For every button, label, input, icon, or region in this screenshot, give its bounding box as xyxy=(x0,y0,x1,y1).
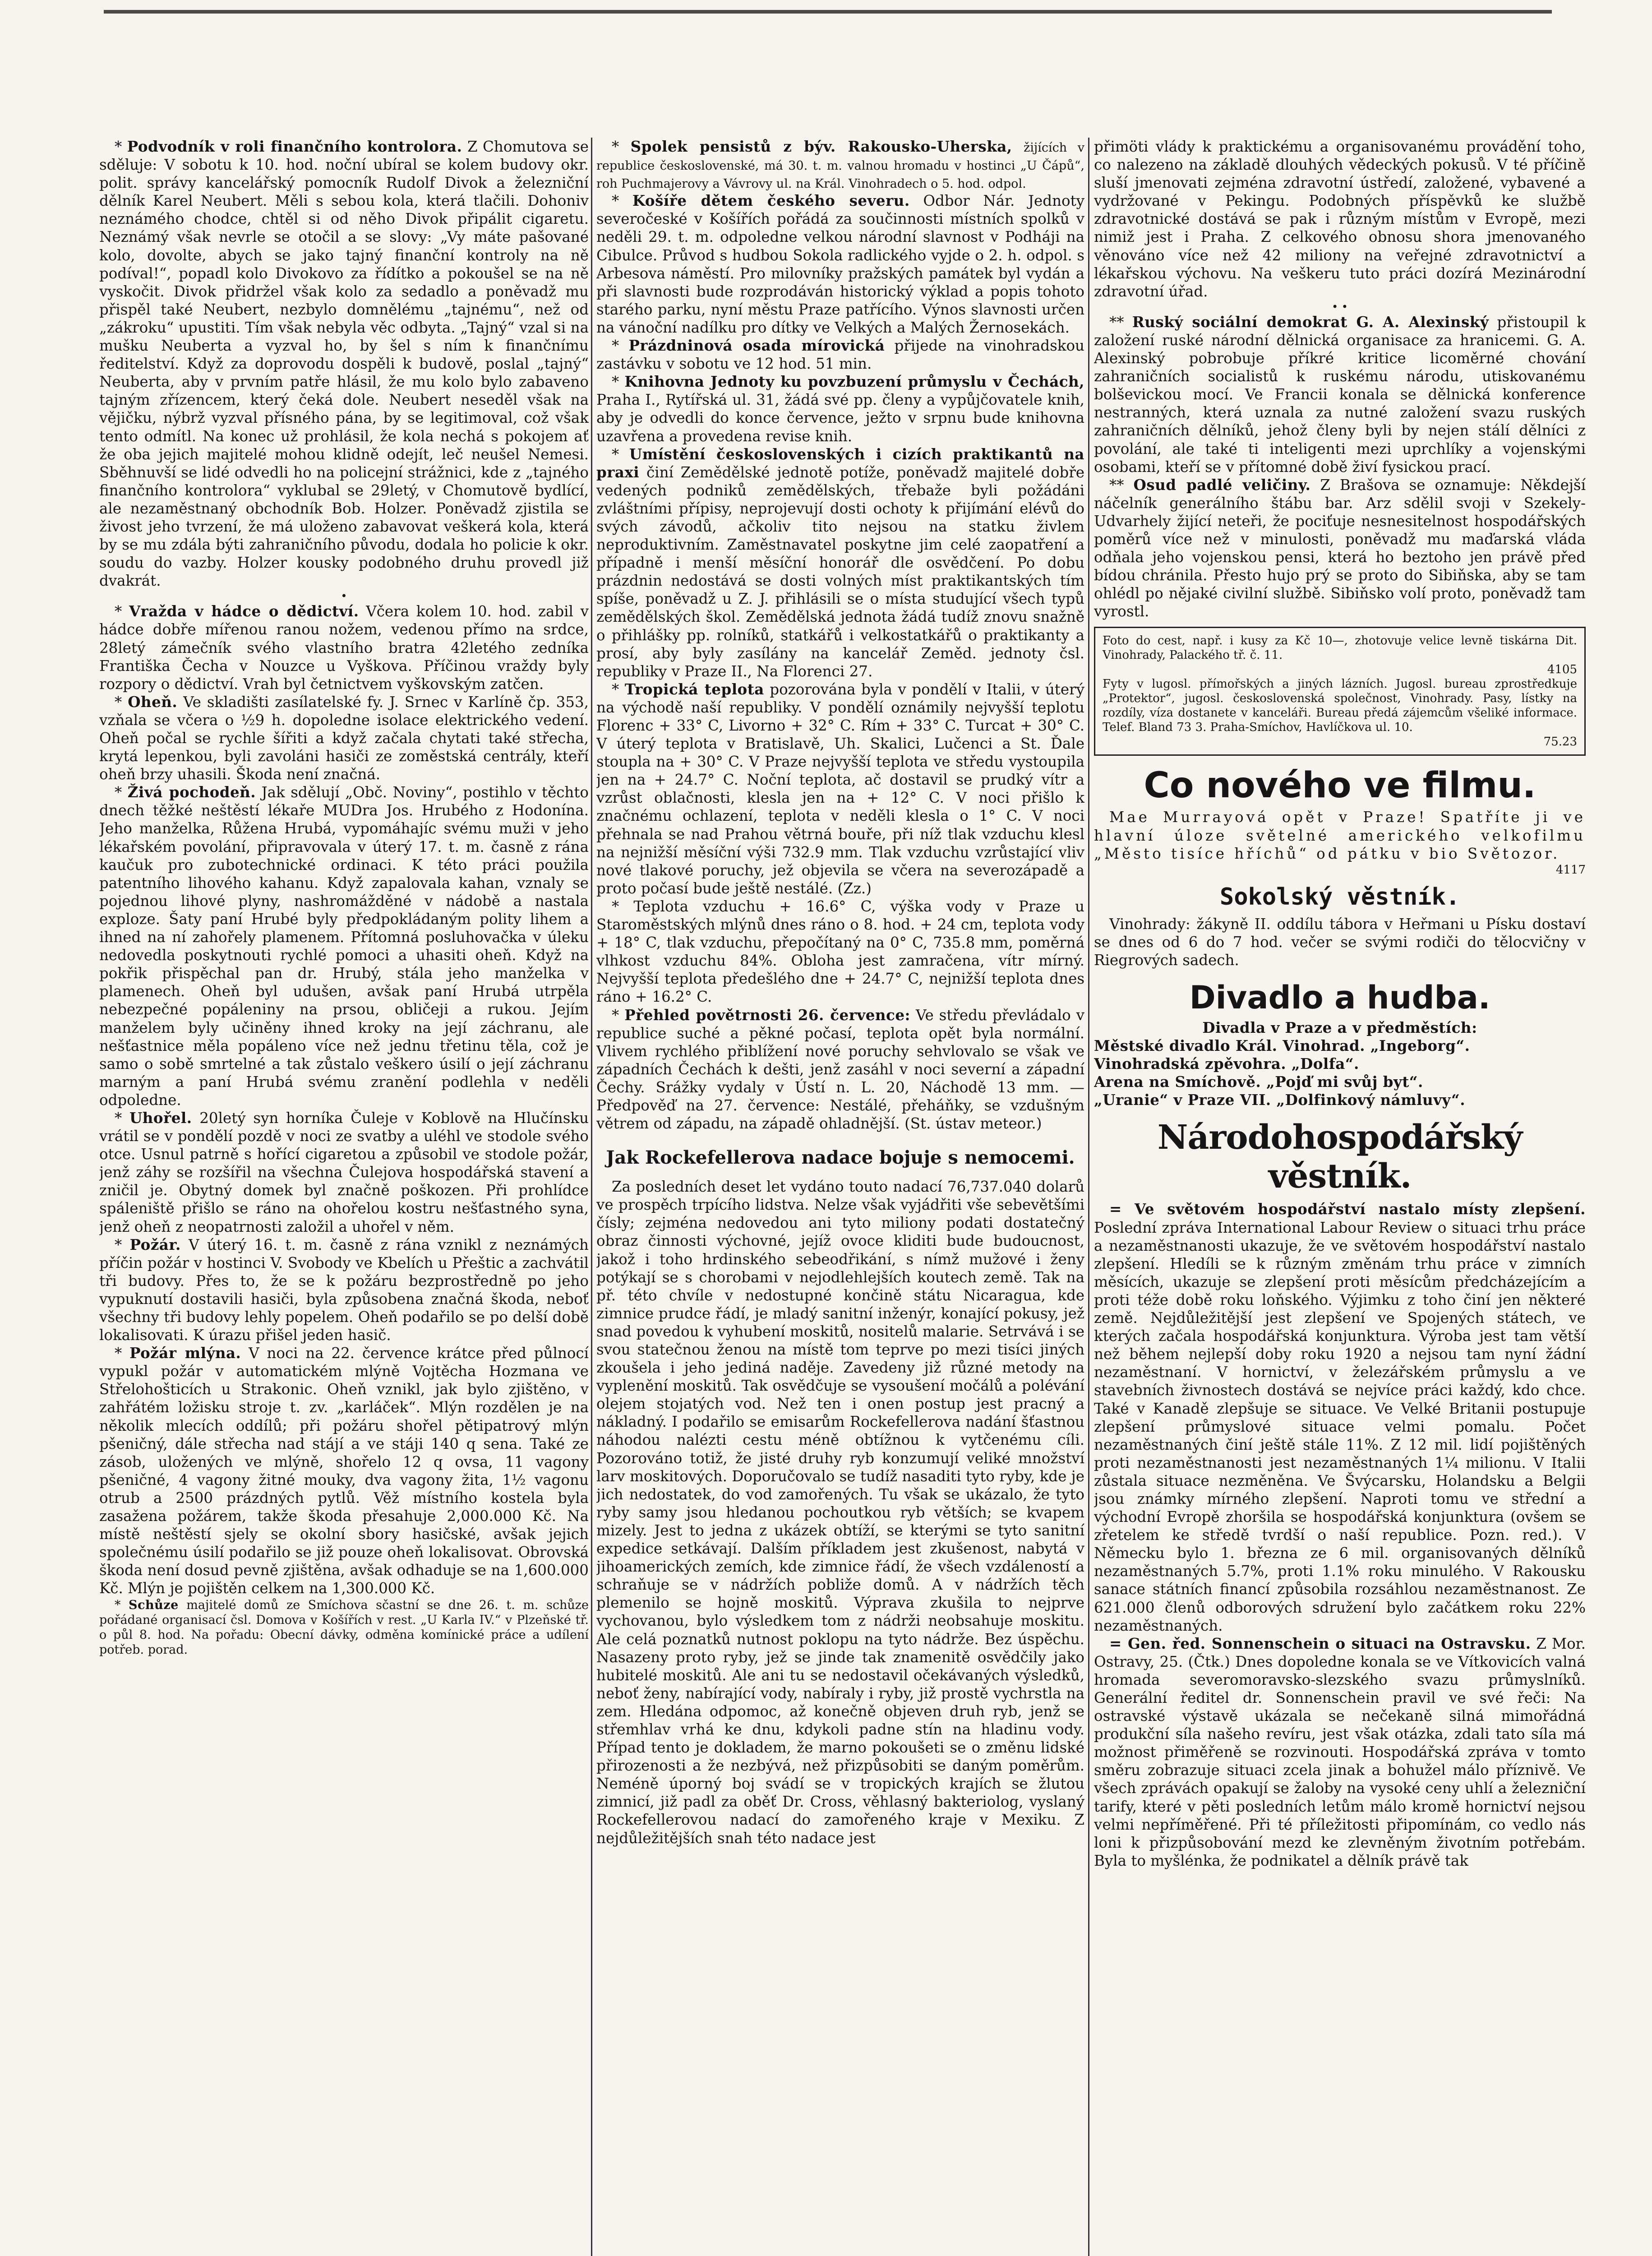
news-item: * Požár. V úterý 16. t. m. časně z rána vznikl z neznámých příčin požár v hostinci V. Svobody ve Kbelích u Přeštic a zachvátil tři budovy. Přes to, že se k požáru bezprostředně po jeho vypuknutí dostavili hasiči, byla způsobena značná škoda, neboť všechny tři budovy lehly popelem. Oheň podařilo se po delší době lokalisovati. K úrazu přišel jeden hasič. xyxy=(99,1235,589,1344)
ad-number: 4105 xyxy=(1547,663,1577,677)
news-item: * Podvodník v roli finančního kontrolora. Z Chomutova se sděluje: V sobotu k 10. hod. noční ubíral se kolem budovy okr. polit. správy kancelářský pomocník Rudolf Divok a železniční dělník Karel Neubert. Měli s sebou kola, která tlačili. Dohoniv neznámého chodce, chtěl si od něho Divok připálit cigaretu. Neznámý však nevrle se otočil a se slovy: „Vy máte pašované kolo, dovolte, abych se jako tajný finanční kontroly na ně podíval!“, popadl kolo Divokovo za řídítko a pokoušel se na ně vyskočit. Divok přidržel však kolo za sedadlo a poněvadž mu přispěl také Neubert, nezbylo domnělému „tajnému“, než od „zákroku“ upustiti. Tím však nebyla věc odbyta. „Tajný“ vzal si na mušku Neuberta a vyzval ho, by šel s ním k finančnímu ředitelství. Když za doprovodu dospěli k budově, poslal „tajný“ Neuberta, aby v prvním patře hlásil, že mu kolo bylo zabaveno tajným zřízencem, který čeká dole. Neubert neseděl však na vějičku, nýbrž vyzval přísného pána, by se legitimoval, což však tento odmítl. Na konec už prohlásil, že kola nechá s pokojem ať že oba jejich majitelé mohou klidně odejít, leč neušel Nemesi. Sběhnuvší se lidé odvedli ho na policejní strážnici, kde z „tajného finančního kontrolora“ vyklubal se 29letý, v Chomutově bydlící, ale nezaměstnaný obchodník Bob. Holzer. Poněvadž zjistila se živost jeho tvrzení, že má uloženo zabavovat veškerá kola, která by se mu zdála býti zahraničního původu, dodala ho policie k okr. soudu do vazby. Holzer kousky podobného druhu provedl již dvakrát. xyxy=(99,138,589,590)
theatre-subheading: Divadla v Praze a v předměstích: xyxy=(1202,1019,1477,1036)
section-heading-film: Co nového ve filmu. xyxy=(1144,765,1536,806)
news-item: * Umístění československých i cizích praktikantů na praxi činí Zemědělské jednotě potíže, poněvadž majitelé dobře vedených podniků zemědělských, třebaže byli požádáni zvláštními přípisy, neprojevují dosti ochoty k přijímání elévů do svých závodů, ačkoliv tito nejsou na statku živlem neproduktivním. Zaměstnavatel poskytne jim celé zaopatření a případně i menší měsíční honorář dle osvědčení. Po dobu prázdnin nedostává se dosti volných míst praktikantských tím spíše, poněvadž u Z. J. přihlásili se o místa studující všech typů zemědělských škol. Zemědělská jednota žádá tudíž znovu snažně o přihlášky pp. rolníků, statkářů i velkostatkářů o praktikanty a prosí, aby byly zasílány na kancelář Zeměd. jednoty čsl. republiky v Praze II., Na Florenci 27. xyxy=(596,445,1084,680)
news-item-heading: Živá pochodeň. xyxy=(127,783,256,801)
theatre-listing: Arena na Smíchově. „Pojď mi svůj byt“. xyxy=(1094,1073,1423,1091)
news-item: * Oheň. Ve skladišti zasílatelské fy. J. Srnec v Karlíně čp. 353, vzňala se včera o ½9 h. dopoledne isolace elektrického vedení. Oheň počal se rychle šířiti a když začala chytati také střecha, krytá lepenkou, byli zavoláni hasiči ze zoměstská centrály, kteří oheň brzy uhasili. Škoda není značná. xyxy=(99,693,589,783)
news-item: * Uhořel. 20letý syn horníka Čuleje v Koblově na Hlučínsku vrátil se v pondělí pozdě v noci ze svatby a uléhl ve stodole svého otce. Usnul patrně s hořící cigaretou a způsobil ve stodole požár, jenž záhy se rozšířil na všechna Čulejova hospodářská stavení a zničil je. Obytný domek byl značně poškozen. Při prohlídce spáleniště přišlo se ráno na ohořelou kostru nešťastného syna, jenž oheň z neopatrnosti založil a uhořel v něm. xyxy=(99,1109,589,1235)
column-divider-2 xyxy=(1088,138,1089,2256)
news-item-heading: Schůze xyxy=(129,1598,179,1612)
news-item-heading: Požár mlýna. xyxy=(129,1344,241,1362)
news-item-heading: Přehled povětrnosti 26. července: xyxy=(624,1006,910,1024)
economy-item-heading: = Ve světovém hospodářství nastalo místy zlepšení. xyxy=(1109,1200,1586,1218)
news-item-heading: Vražda v hádce o dědictví. xyxy=(129,602,359,620)
ad-number: 4117 xyxy=(1555,863,1586,877)
news-item-heading: Oheň. xyxy=(128,693,178,711)
news-item-heading: Požár. xyxy=(129,1235,181,1253)
news-item: * Přehled povětrnosti 26. července: Ve středu převládalo v republice suché a pěkné počasí, teplota opět byla normální. Vlivem rychlého přiblížení nové poruchy sehvlovalo se však ve západních Čechách k dešti, jenž zasáhl v noci severní a západní Čechy. Srážky vydaly v Ústí n. L. 20, Náchodě 13 mm. — Předpověď na 27. července: Nestálé, přeháňky, se vzdušným větrem od západu, na západě ohladnější. (St. ústav meteor.) xyxy=(596,1006,1084,1133)
ad-text: Foto do cest, např. i kusy za Kč 10—, zhotovuje velice levně tiskárna Dit. Vinohrady, Palackého tř. č. 11. xyxy=(1103,634,1577,662)
news-item-heading: Tropická teplota xyxy=(624,680,764,698)
news-item-body: činí Zemědělské jednotě potíže, poněvadž majitelé dobře vedených podniků zemědělských, třebaže byli požádáni zvláštními přípisy, neprojevují dosti ochoty k přijímání elévů do svých závodů, ačkoliv tito nejsou na statku živlem neproduktivním. Zaměstnavatel poskytne jim celé zaopatření a případně i menší měsíční honorář dle osvědčení. Po dobu prázdnin nedostává se dosti volných míst praktikantských tím spíše, poněvadž u Z. J. přihlásili se o místa studující všech typů zemědělských škol. Zemědělská jednota žádá tudíž znovu snažně o přihlášky pp. rolníků, statkářů i velkostatkářů o praktikanty a prosí, aby byly zasílány na kancelář Zeměd. jednoty čsl. republiky v Praze II., Na Florenci 27. xyxy=(596,463,1084,680)
separator: • xyxy=(341,590,347,603)
news-item: * Prázdninová osada mírovická přijede na vinohradskou zastávku v sobotu ve 12 hod. 51 min. xyxy=(596,337,1084,373)
news-item-body: majitelé domů ze Smíchova sčastní se dne 26. t. m. schůze pořádané organisací čsl. Domova v Košířích v rest. „U Karla IV.“ v Plzeňské tř. o půl 8. hod. Na pořadu: Obecní dávky, odměna komínické práce a udílení potřeb. porad. xyxy=(99,1598,589,1657)
news-item-heading: Osud padlé veličiny. xyxy=(1133,476,1311,494)
news-item-body: Ve skladišti zasílatelské fy. J. Srnec v Karlíně čp. 353, vzňala se včera o ½9 h. dopoledne isolace elektrického vedení. Oheň počal se rychle šířiti a když začala chytati také střecha, krytá lepenkou, byli zavoláni hasiči ze zoměstská centrály, kteří oheň brzy uhasili. Škoda není značná. xyxy=(99,693,589,783)
news-item: ** Ruský sociální demokrat G. A. Alexinský přistoupil k založení ruské národní dělnická organisace za hranicemi. G. A. Alexinský pobrobuje příkré kritice licoměrné chování zahraničních socialistů k ruskému národu, utiskovanému bolševickou mocí. Ve Francii konala se dělnická konference nestranných, která uznala za nutné založení svazu ruských zahraničních dělníků, jehož členy byli by nejen stálí dělníci z povolání, ale také ti inteligenti mezi uprchlíky a vojenskými osobami, kteří se v přítomné době živí fysickou prací. xyxy=(1094,313,1586,476)
news-item-body: přijede na vinohradskou zastávku v sobotu ve 12 hod. 51 min. xyxy=(596,337,1084,373)
news-item-body: Ve středu převládalo v republice suché a pěkné počasí, teplota opět byla normální. Vlivem rychlého přiblížení nové poruchy sehvlovalo se však ve západních Čechách k dešti, jenž zasáhl v noci severní a západní Čechy. Srážky vydaly v Ústí n. L. 20, Náchodě 13 mm. — Předpověď na 27. července: Nestálé, přeháňky, se vzdušným větrem od západu, na západě ohladnější. (St. ústav meteor.) xyxy=(596,1006,1084,1133)
news-item-body: Jak sdělují „Obč. Noviny“, postihlo v těchto dnech těžké neštěstí lékaře MUDra Jos. Hrubého z Hodonína. Jeho manželka, Růžena Hrubá, vypomáhajíc svému muži v jeho lékařském povolání, připravovala v úterý 17. t. m. časně z rána kaučuk pro zubotechnické ordinaci. K této práci použila patentního lihového kahanu. Když zapalovala kahan, vznaly se pojednou lihové plyny, nashromážděné v nádobě a nastala exploze. Šaty paní Hrubé byly předpokládaným polity lihem a ihned na ní zahořely plamenem. Přítomná posluhovačka v úleku nedovedla poskytnouti rychlé pomoci a uhasiti oheň. Když na pokřik přispěchal pan dr. Hrubý, stála jeho manželka v plamenech. Oheň byl udušen, avšak paní Hrubá utrpěla nebezpečné popáleniny na prsou, obličeji a rukou. Jejím manželem byly učiněny ihned kroky na její záchranu, ale nešťastnice měla popáleno více než jednu třetinu těla, což je samo o sobě smrtelné a tak zůstalo veškero úsilí o její záchranu marným a paní Hrubá svému zranění podlehla v neděli odpoledne. xyxy=(99,784,589,1109)
column-3 xyxy=(1094,138,1586,2256)
news-item-heading: Knihovna Jednoty ku povzbuzení průmyslu v Čechách, xyxy=(624,373,1084,391)
news-item-body: V noci na 22. července krátce před půlnocí vypukl požár v automatickém mlýně Vojtěcha Hozmana ve Střelohošticích u Strakonic. Oheň vznikl, jak bylo zjištěno, v zahřátém ložisku stroje t. zv. „karláček“. Mlýn rozdělen je na několik mlecích oddílů; při požáru shořel pětipatrový mlýn pšeničný, dále střecha nad stájí a ve stáji 140 q sena. Také ze zásob, uložených ve mlýně, shořelo 12 q ovsa, 11 vagony pšeničné, 4 vagony žitné mouky, dva vagony žita, 1½ vagonu otrub a 2500 prázdných pytlů. Věž místního kostela byla zasažena požárem, takže škoda přesahuje 2,000.000 Kč. Na místě neštěstí sjely se okolní sbory hasičské, avšak jejich společnému úsilí podařilo se již pouze oheň lokalisovat. Obrovská škoda není dosud pevně zjištěna, avšak odhaduje se na 1,600.000 Kč. Mlýn je pojištěn celkem na 1,300.000 Kč. xyxy=(99,1345,589,1597)
section-heading-sokol: Sokolský věstník. xyxy=(1219,883,1460,911)
news-item: * Požár mlýna. V noci na 22. července krátce před půlnocí vypukl požár v automatickém mlýně Vojtěcha Hozmana ve Střelohošticích u Strakonic. Oheň vznikl, jak bylo zjištěno, v zahřátém ložisku stroje t. zv. „karláček“. Mlýn rozdělen je na několik mlecích oddílů; při požáru shořel pětipatrový mlýn pšeničný, dále střecha nad stájí a ve stáji 140 q sena. Také ze zásob, uložených ve mlýně, shořelo 12 q ovsa, 11 vagony pšeničné, 4 vagony žitné mouky, dva vagony žita, 1½ vagonu otrub a 2500 prázdných pytlů. Věž místního kostela byla zasažena požárem, takže škoda přesahuje 2,000.000 Kč. Na místě neštěstí sjely se okolní sbory hasičské, avšak jejich společnému úsilí podařilo se již pouze oheň lokalisovat. Obrovská škoda není dosud pevně zjištěna, avšak odhaduje se na 1,600.000 Kč. Mlýn je pojištěn celkem na 1,300.000 Kč. xyxy=(99,1344,589,1597)
news-item-body: Z Chomutova se sděluje: V sobotu k 10. hod. noční ubíral se kolem budovy okr. polit. správy kancelářský pomocník Rudolf Divok a železniční dělník Karel Neubert. Měli s sebou kola, která tlačili. Dohoniv neznámého chodce, chtěl si od něho Divok připálit cigaretu. Neznámý však nevrle se otočil a se slovy: „Vy máte pašované kolo, dovolte, abych se jako tajný finanční kontroly na ně podíval!“, popadl kolo Divokovo za řídítko a pokoušel se na ně vyskočit. Divok přidržel však kolo za sedadlo a poněvadž mu přispěl také Neubert, nezbylo domnělému „tajnému“, než od „zákroku“ upustiti. Tím však nebyla věc odbyta. „Tajný“ vzal si na mušku Neuberta a vyzval ho, by šel s ním k finančnímu ředitelství. Když za doprovodu dospěli k budově, poslal „tajný“ Neuberta, aby v prvním patře hlásil, že mu kolo bylo zabaveno tajným zřízencem, který čeká dole. Neubert neseděl však na vějičku, nýbrž vyzval přísného pána, by se legitimoval, což však tento odmítl. Na konec už prohlásil, že kola nechá s pokojem ať že oba jejich majitelé mohou klidně odejít, leč neušel Nemesi. Sběhnuvší se lidé odvedli ho na policejní strážnici, kde z „tajného finančního kontrolora“ vyklubal se 29letý, v Chomutově bydlící, ale nezaměstnaný obchodník Bob. Holzer. Poněvadž zjistila se živost jeho tvrzení, že má uloženo zabavovat veškerá kola, která by se mu zdála býti zahraničního původu, dodala ho policie k okr. soudu do vazby. Holzer kousky podobného druhu provedl již dvakrát. xyxy=(99,138,589,590)
news-item-body: V úterý 16. t. m. časně z rána vznikl z neznámých příčin požár v hostinci V. Svobody ve Kbelích u Přeštic a zachvátil tři budovy. Přes to, že se k požáru bezprostředně po jeho vypuknutí dostavili hasiči, byla způsobena značná škoda, neboť všechny tři budovy lehly popelem. Oheň podařilo se po delší době lokalisovati. K úrazu přišel jeden hasič. xyxy=(99,1236,589,1344)
news-item-body: Teplota vzduchu + 16.6° C, výška vody v Praze u Staroměstských mlýnů dnes ráno o 8. hod. + 24 cm, teplota vody + 18° C, tlak vzduchu, přepočítaný na 0° C, 735.8 mm, poměrná vlhkost vzduchu 84%. Obloha jest zamračena, vítr mírný. Nejvyšší teplota předešlého dne + 24.7° C, nejnižší teplota dnes ráno + 16.2° C. xyxy=(596,897,1084,1006)
sokol-notice: Vinohrady: žákyně II. oddílu tábora v Heřmani u Písku dostaví se dnes od 6 do 7 hod. večer se svými rodiči do tělocvičny v Riegrových sadech. xyxy=(1094,915,1586,969)
economy-item xyxy=(1094,1635,1586,1870)
news-item: * Živá pochodeň. Jak sdělují „Obč. Noviny“, postihlo v těchto dnech těžké neštěstí lékaře MUDra Jos. Hrubého z Hodonína. Jeho manželka, Růžena Hrubá, vypomáhajíc svému muži v jeho lékařském povolání, připravovala v úterý 17. t. m. časně z rána kaučuk pro zubotechnické ordinaci. K této práci použila patentního lihového kahanu. Když zapalovala kahan, vznaly se pojednou lihové plyny, nashromážděné v nádobě a nastala exploze. Šaty paní Hrubé byly předpokládaným polity lihem a ihned na ní zahořely plamenem. Přítomná posluhovačka v úleku nedovedla poskytnouti rychlé pomoci a uhasiti oheň. Když na pokřik přispěchal pan dr. Hrubý, stála jeho manželka v plamenech. Oheň byl udušen, avšak paní Hrubá utrpěla nebezpečné popáleniny na prsou, obličeji a rukou. Jejím manželem byly učiněny ihned kroky na její záchranu, ale nešťastnice měla popáleno více než jednu třetinu těla, což je samo o sobě smrtelné a tak zůstalo veškero úsilí o její záchranu marným a paní Hrubá svému zranění podlehla v neděli odpoledne. xyxy=(99,783,589,1109)
article-continuation: přimöti vlády k praktickému a organisovanému provádění toho, co nalezeno na základě dlouhých vědeckých pokusů. V té příčině sluší jmenovati zejména zdravotní ústředí, založené, vybavené a vydržované v Pekingu. Podobných příspěvků ke službě zdravotnické dostává se pak i různým místům v Evropě, mezi nimiž jest i Praha. Z celkového obnosu shora jmenovaného věnováno více než 42 miliony na veřejné zdravotnictví a lékařskou výchovu. Na veškeru tuto práci dozírá Mezinárodní zdravotní úřad. xyxy=(1094,138,1586,300)
news-item-body: Z Brašova se oznamuje: Někdejší náčelník generálního štábu bar. Arz sdělil svoji v Szekely-Udvarhely žijící neteři, že pociťuje nesnesitelnost hospodářských poměrů více než v minulosti, poněvadž mu maďarská vláda odňala jeho vojenskou pensi, která ho beztoho jen právě před bídou chránila. Přesto hujo prý se proto do Sibiňska, aby se tam ohlédl po nějaké civilní službě. Sibiňsko volí proto, poněvadž tam vyrostl. xyxy=(1094,476,1586,620)
news-item-body: přistoupil k založení ruské národní dělnická organisace za hranicemi. G. A. Alexinský pobrobuje příkré kritice licoměrné chování zahraničních socialistů k ruskému národu, utiskovanému bolševickou mocí. Ve Francii konala se dělnická konference nestranných, která uznala za nutné založení svazu ruských zahraničních dělníků, jehož členy byli by nejen stálí dělníci z povolání, ale také ti inteligenti mezi uprchlíky a vojenskými osobami, kteří se v přítomné době živí fysickou prací. xyxy=(1094,313,1586,476)
news-item: * Schůze majitelé domů ze Smíchova sčastní se dne 26. t. m. schůze pořádané organisací čsl. Domova v Košířích v rest. „U Karla IV.“ v Plzeňské tř. o půl 8. hod. Na pořadu: Obecní dávky, odměna komínické práce a udílení potřeb. porad. xyxy=(99,1598,589,1657)
news-item-heading: Uhořel. xyxy=(129,1109,192,1127)
news-item-heading: Prázdninová osada mírovická xyxy=(628,337,885,355)
section-heading-theatre: Divadlo a hudba. xyxy=(1189,979,1490,1016)
section-heading-economy: Národohospodářský věstník. xyxy=(1157,1118,1523,1196)
news-item-heading: Spolek pensistů z býv. Rakousko-Uherska, xyxy=(630,138,1012,155)
news-item-body: Odbor Nár. Jednoty severočeské v Košířích pořádá za součinnosti místních spolků v neděli 29. t. m. odpoledne velkou národní slavnost v Podháji na Cibulce. Průvod s hudbou Sokola radlického vyjde o 2. h. odpol. s Arbesova náměstí. Pro milovníky pražských památek byl vydán a při slavnosti bude rozprodáván historický výklad a popis tohoto starého parku, nyní městu Praze patřícího. Výnos slavnosti určen na vánoční nadílku pro dítky ve Velkých a Malých Žernosekách. xyxy=(596,192,1084,336)
news-item-body: pozorována byla v pondělí v Italii, v úterý na východě naší republiky. V pondělí oznámily nejvyšší teplotu Florenc + 33° C, Livorno + 32° C. Rím + 33° C. Turcat + 30° C. V úterý teplota v Bratislavě, Uh. Skalici, Lučenci a St. Ďale stoupla na + 30° C. V Praze nejvyšší teplota ve středu vystoupila jen na + 24.7° C. Noční teplota, ač dostavil se prudký vítr a vzrůst oblačnosti, klesla jen na + 12° C. V noci přišlo k značnému ochlazení, teplota v neděli klesla o 1° C. V noci přehnala se nad Prahou větrná bouře, při níž tlak vzduchu klesl na nejnižší měsíční výši 732.9 mm. Tlak vzduchu vzrůstající vliv nové tlakové poruchy, jež objevila se včera na severozápadě a proto počasí bude ještě nestálé. (Zz.) xyxy=(596,680,1084,897)
economy-item-heading: = Gen. řed. Sonnenschein o situaci na Ostravsku. xyxy=(1109,1634,1531,1652)
article-body: Za posledních deset let vydáno touto nadací 76,737.040 dolarů ve prospěch trpícího lidstva. Nelze však vyjádřiti vše sebevětšími čísly; zejména nedovedou ani tyto miliony podati dostatečný obraz činnosti výchovné, jejíž ovoce kliditi bude budoucnost, jakož i toho hrdinského sebeodřikání, s nímž mužové i ženy potýkají se s chorobami v nejodlehlejších koutech země. Tak na př. této chvíle v nedostupné končině státu Nicaragua, kde zimnice prudce řádí, je mladý sanitní inženýr, konající pokusy, jež snad povedou k vyhubení moskitů, nositelů malarie. Setrvává i se svou statečnou ženou na místě tom teprve po mezi tisíci jiných zkoušela i jeho jediná naděje. Zavedeny již různé metody na vyplenění moskitů. Tak osvědčuje se vysoušení močálů a polévání olejem stojatých vod. Než ten i onen postup jest pracný a nákladný. I podařilo se emisarům Rockefellerova nadání šťastnou náhodou nalézti cestu méně obtížnou k vytčenému cíli. Pozorováno totiž, že jisté druhy ryb konzumují veliké množství larv moskitových. Doporučovalo se tudíž nasaditi tyto ryby, kde je jich nedostatek, do vod zamořených. Tu však se ukázalo, že tyto ryby samy jsou hledanou pochoutkou ryb větších; se kvapem mizely. Jest to jedna z ukázek obtíží, se kterými se tyto sanitní expedice setkávají. Dalším příkladem jest zkušenost, nabytá v jihoamerických zemích, kde zimnice řádí, že všech vzdáleností a schraňuje se v nádržích pobliže domů. A v nádržích těch plemenilo se hojně moskitů. Výprava zkušila to nejprve vychovanou, bylo výsledkem tom z nádrži neobsahuje moskitu. Ale celá poznatků nutnost poklopu na tyto nádrže. Bez úspěchu. Nasazeny proto ryby, jež se jinde tak znamenitě osvědčily jako hubitelé moskitů. Ale ani tu se nedostavil očekávaných výsledků, neboť ženy, nabírající vody, nabíraly i ryby, již prostě vychrstla na zem. Hledána odpomoc, až konečně objeven druh ryb, jenž se střemhlav vrhá ke dnu, kdykoli padne stín na hladinu vody. Případ tento je dokladem, že marno pokoušeti se o změnu lidské přirozenosti a že nezbývá, než přizpůsobiti se daným poměrům. Neméně úporný boj svádí se v tropických krajích se žlutou zimnicí, již padl za oběť Dr. Cross, věhlasný bakteriolog, vyslaný Rockefellerovou nadací do zamořeného kraje v Mexiku. Z nejdůležitějších snah této nadace jest xyxy=(596,1178,1084,1847)
news-item-body: Praha I., Rytířská ul. 31, žádá své pp. členy a vypůjčovatele knih, aby je odvedli do konce července, ježto v srpnu bude knihovna uzavřena a provedena revise knih. xyxy=(596,391,1084,445)
theatre-listing: „Uranie“ v Praze VII. „Dolfinkový námluvy“. xyxy=(1094,1091,1466,1109)
news-item: * Spolek pensistů z býv. Rakousko-Uherska, žijících v republice československé, má 30. t. m. valnou hromadu v hostinci „U Čápů“, roh Puchmajerovy a Vávrovy ul. na Král. Vinohradech o 5. hod. odpol. xyxy=(596,138,1084,191)
news-item: * Teplota vzduchu + 16.6° C, výška vody v Praze u Staroměstských mlýnů dnes ráno o 8. hod. + 24 cm, teplota vody + 18° C, tlak vzduchu, přepočítaný na 0° C, 735.8 mm, poměrná vlhkost vzduchu 84%. Obloha jest zamračena, vítr mírný. Nejvyšší teplota předešlého dne + 24.7° C, nejnižší teplota dnes ráno + 16.2° C. xyxy=(596,897,1084,1006)
economy-item xyxy=(1094,1200,1586,1634)
theatre-listing: Městské divadlo Král. Vinohrad. „Ingeborg“. xyxy=(1094,1037,1470,1055)
news-item-body: žijících v republice československé, má 30. t. m. valnou hromadu v hostinci „U Čápů“, roh Puchmajerovy a Vávrovy ul. na Král. Vinohradech o 5. hod. odpol. xyxy=(596,141,1084,191)
film-notice: Mae Murrayová opět v Praze! Spatříte ji ve hlavní úloze světelné amerického velkofilmu „Město tisíce hříchů“ od pátku v bio Světozor. xyxy=(1094,809,1586,862)
news-item-heading: Ruský sociální demokrat G. A. Alexinský xyxy=(1132,313,1489,331)
ad-text: Fyty v lugosl. přímořských a jiných lázních. Jugosl. bureau zprostředkuje „Protektor“, jugosl. československá společnost, Vinohrady. Pasy, lístky na rozdíly, víza dostanete v kanceláři. Bureau předá zájemcům všeliké informace. Telef. Bland 73 3. Praha-Smíchov, Havlíčkova ul. 10. xyxy=(1103,677,1577,735)
news-item-heading: Podvodník v roli finančního kontrolora. xyxy=(127,138,462,155)
separator: • • xyxy=(1332,300,1348,313)
column-2 xyxy=(596,138,1084,2256)
economy-item-body: Poslední zpráva International Labour Review o situaci trhu práce a nezaměstnanosti ukazuje, že ve světovém hospodářství nastalo zlepšení. Hledíli se k různým změnám trhu práce v zimních měsících, ukazuje se zlepšení proti měsícům předcházejícím a proti téže době roku loňského. Výjimku z toho činí jen některé země. Nejdůležitější jest zlepšení ve Spojených státech, ve kterých začala hospodářská konjunktura. Výroba jest tam větší než během nejlepší doby roku 1920 a nejsou tam nyní žádní nezaměstnaní. V hornictví, v železářském průmyslu a ve stavebních živnostech dostává se nejvíce práci každý, kdo chce. Také v Kanadě zlepšuje se situace. Ve Velké Britanii postupuje zlepšení průmyslové situace velmi pomalu. Počet nezaměstnaných činí ještě stále 11%. Z 12 mil. lidí pojištěných proti nezaměstnanosti jest nezaměstnaných 1¼ milionu. V Italii zůstala situace nezměněna. Ve Švýcarsku, Holandsku a Belgii jsou známky mírného zlepšení. Naproti tomu ve střední a východní Evropě zhoršila se hospodářská konjunktura (ovšem se zřetelem ke středě tvrdší o naší republice. Pozn. red.). V Německu bylo 1. března ze 6 mil. organisovaných dělníků nezaměstnaných 5.7%, proti 1.1% roku minulého. V Rakousku sanace státních financí způsobila rozsáhlou nezaměstnanost. Ze 621.000 členů odborových sdružení bylo začátkem roku 22% nezaměstnaných. xyxy=(1094,1219,1586,1634)
article-title: Jak Rockefellerova nadace bojuje s nemocemi. xyxy=(606,1147,1075,1169)
top-rule xyxy=(104,10,1552,14)
economy-item-body: Z Mor. Ostravy, 25. (Čtk.) Dnes dopoledne konala se ve Vítkovicích valná hromada severomoravsko-slezského svazu průmyslníků. Generální ředitel dr. Sonnenschein pravil ve své řeči: Na ostravské výstavě ukázala se nečekaně silná mimořádná produkční síla našeho revíru, jest však otázka, zdali tato síla má možnost přiměřeně se rozvinouti. Hospodářská zpráva v tomto směru zobrazuje situaci zcela jinak a bohužel málo příznivě. Ve všech zprávách opakují se žaloby na vysoké ceny uhlí a železniční tarify, které v pěti posledních letům málo kromě hornictví nejsou velmi nepříměřené. Při té příležitosti připomínám, co vedlo nás loni k přizpůsobování mezd ke zlevněným životním potřebám. Byla to myšlénka, že podnikatel a dělník právě tak xyxy=(1094,1635,1586,1869)
news-item-heading: Umístění československých i cizích praktikantů na praxi xyxy=(596,445,1084,481)
news-item: ** Osud padlé veličiny. Z Brašova se oznamuje: Někdejší náčelník generálního štábu bar. Arz sdělil svoji v Szekely-Udvarhely žijící neteři, že pociťuje nesnesitelnost hospodářských poměrů více než v minulosti, poněvadž mu maďarská vláda odňala jeho vojenskou pensi, která ho beztoho jen právě před bídou chránila. Přesto hujo prý se proto do Sibiňska, aby se tam ohlédl po nějaké civilní službě. Sibiňsko volí proto, poněvadž tam vyrostl. xyxy=(1094,476,1586,620)
ad-number: 75.23 xyxy=(1543,735,1577,749)
news-item: * Vražda v hádce o dědictví. Včera kolem 10. hod. zabil v hádce dobře mířenou ranou nožem, vedenou přímo na srdce, 28letý zámečník svého vlastního bratra 42letého zedníka Františka Čecha v Nouzce u Vyškova. Příčinou vraždy byly rozpory o dědictví. Vrah byl četnictvem vyškovským zatčen. xyxy=(99,602,589,693)
column-1 xyxy=(99,138,589,2256)
column-divider-1 xyxy=(591,138,592,2256)
news-item-heading: Košíře dětem českého severu. xyxy=(632,192,910,210)
news-item: * Košíře dětem českého severu. Odbor Nár. Jednoty severočeské v Košířích pořádá za součinnosti místních spolků v neděli 29. t. m. odpoledne velkou národní slavnost v Podháji na Cibulce. Průvod s hudbou Sokola radlického vyjde o 2. h. odpol. s Arbesova náměstí. Pro milovníky pražských památek byl vydán a při slavnosti bude rozprodáván historický výklad a popis tohoto starého parku, nyní městu Praze patřícího. Výnos slavnosti určen na vánoční nadílku pro dítky ve Velkých a Malých Žernosekách. xyxy=(596,192,1084,336)
theatre-listing: Vinohradská zpěvohra. „Dolfa“. xyxy=(1094,1055,1359,1073)
news-item: * Tropická teplota pozorována byla v pondělí v Italii, v úterý na východě naší republiky. V pondělí oznámily nejvyšší teplotu Florenc + 33° C, Livorno + 32° C. Rím + 33° C. Turcat + 30° C. V úterý teplota v Bratislavě, Uh. Skalici, Lučenci a St. Ďale stoupla na + 30° C. V Praze nejvyšší teplota ve středu vystoupila jen na + 24.7° C. Noční teplota, ač dostavil se prudký vítr a vzrůst oblačnosti, klesla jen na + 12° C. V noci přišlo k značnému ochlazení, teplota v neděli klesla o 1° C. V noci přehnala se nad Prahou větrná bouře, při níž tlak vzduchu klesl na nejnižší měsíční výši 732.9 mm. Tlak vzduchu vzrůstající vliv nové tlakové poruchy, jež objevila se včera na severozápadě a proto počasí bude ještě nestálé. (Zz.) xyxy=(596,680,1084,897)
news-item-body: 20letý syn horníka Čuleje v Koblově na Hlučínsku vrátil se v pondělí pozdě v noci ze svatby a uléhl ve stodole svého otce. Usnul patrně s hořící cigaretou a způsobil ve stodole požár, jenž záhy se rozšířil na všechna Čulejova hospodářská stavení a zničil je. Obytný domek byl značně poškozen. Při prohlídce spáleniště přišlo se ráno na ohořelou kostru nešťastného syna, jenž oheň z neopatrnosti založil a uhořel v něm. xyxy=(99,1109,589,1235)
advertisement xyxy=(1094,627,1586,756)
news-item-body: Včera kolem 10. hod. zabil v hádce dobře mířenou ranou nožem, vedenou přímo na srdce, 28letý zámečník svého vlastního bratra 42letého zedníka Františka Čecha v Nouzce u Vyškova. Příčinou vraždy byly rozpory o dědictví. Vrah byl četnictvem vyškovským zatčen. xyxy=(99,603,589,693)
news-item: * Knihovna Jednoty ku povzbuzení průmyslu v Čechách, Praha I., Rytířská ul. 31, žádá své pp. členy a vypůjčovatele knih, aby je odvedli do konce července, ježto v srpnu bude knihovna uzavřena a provedena revise knih. xyxy=(596,373,1084,445)
